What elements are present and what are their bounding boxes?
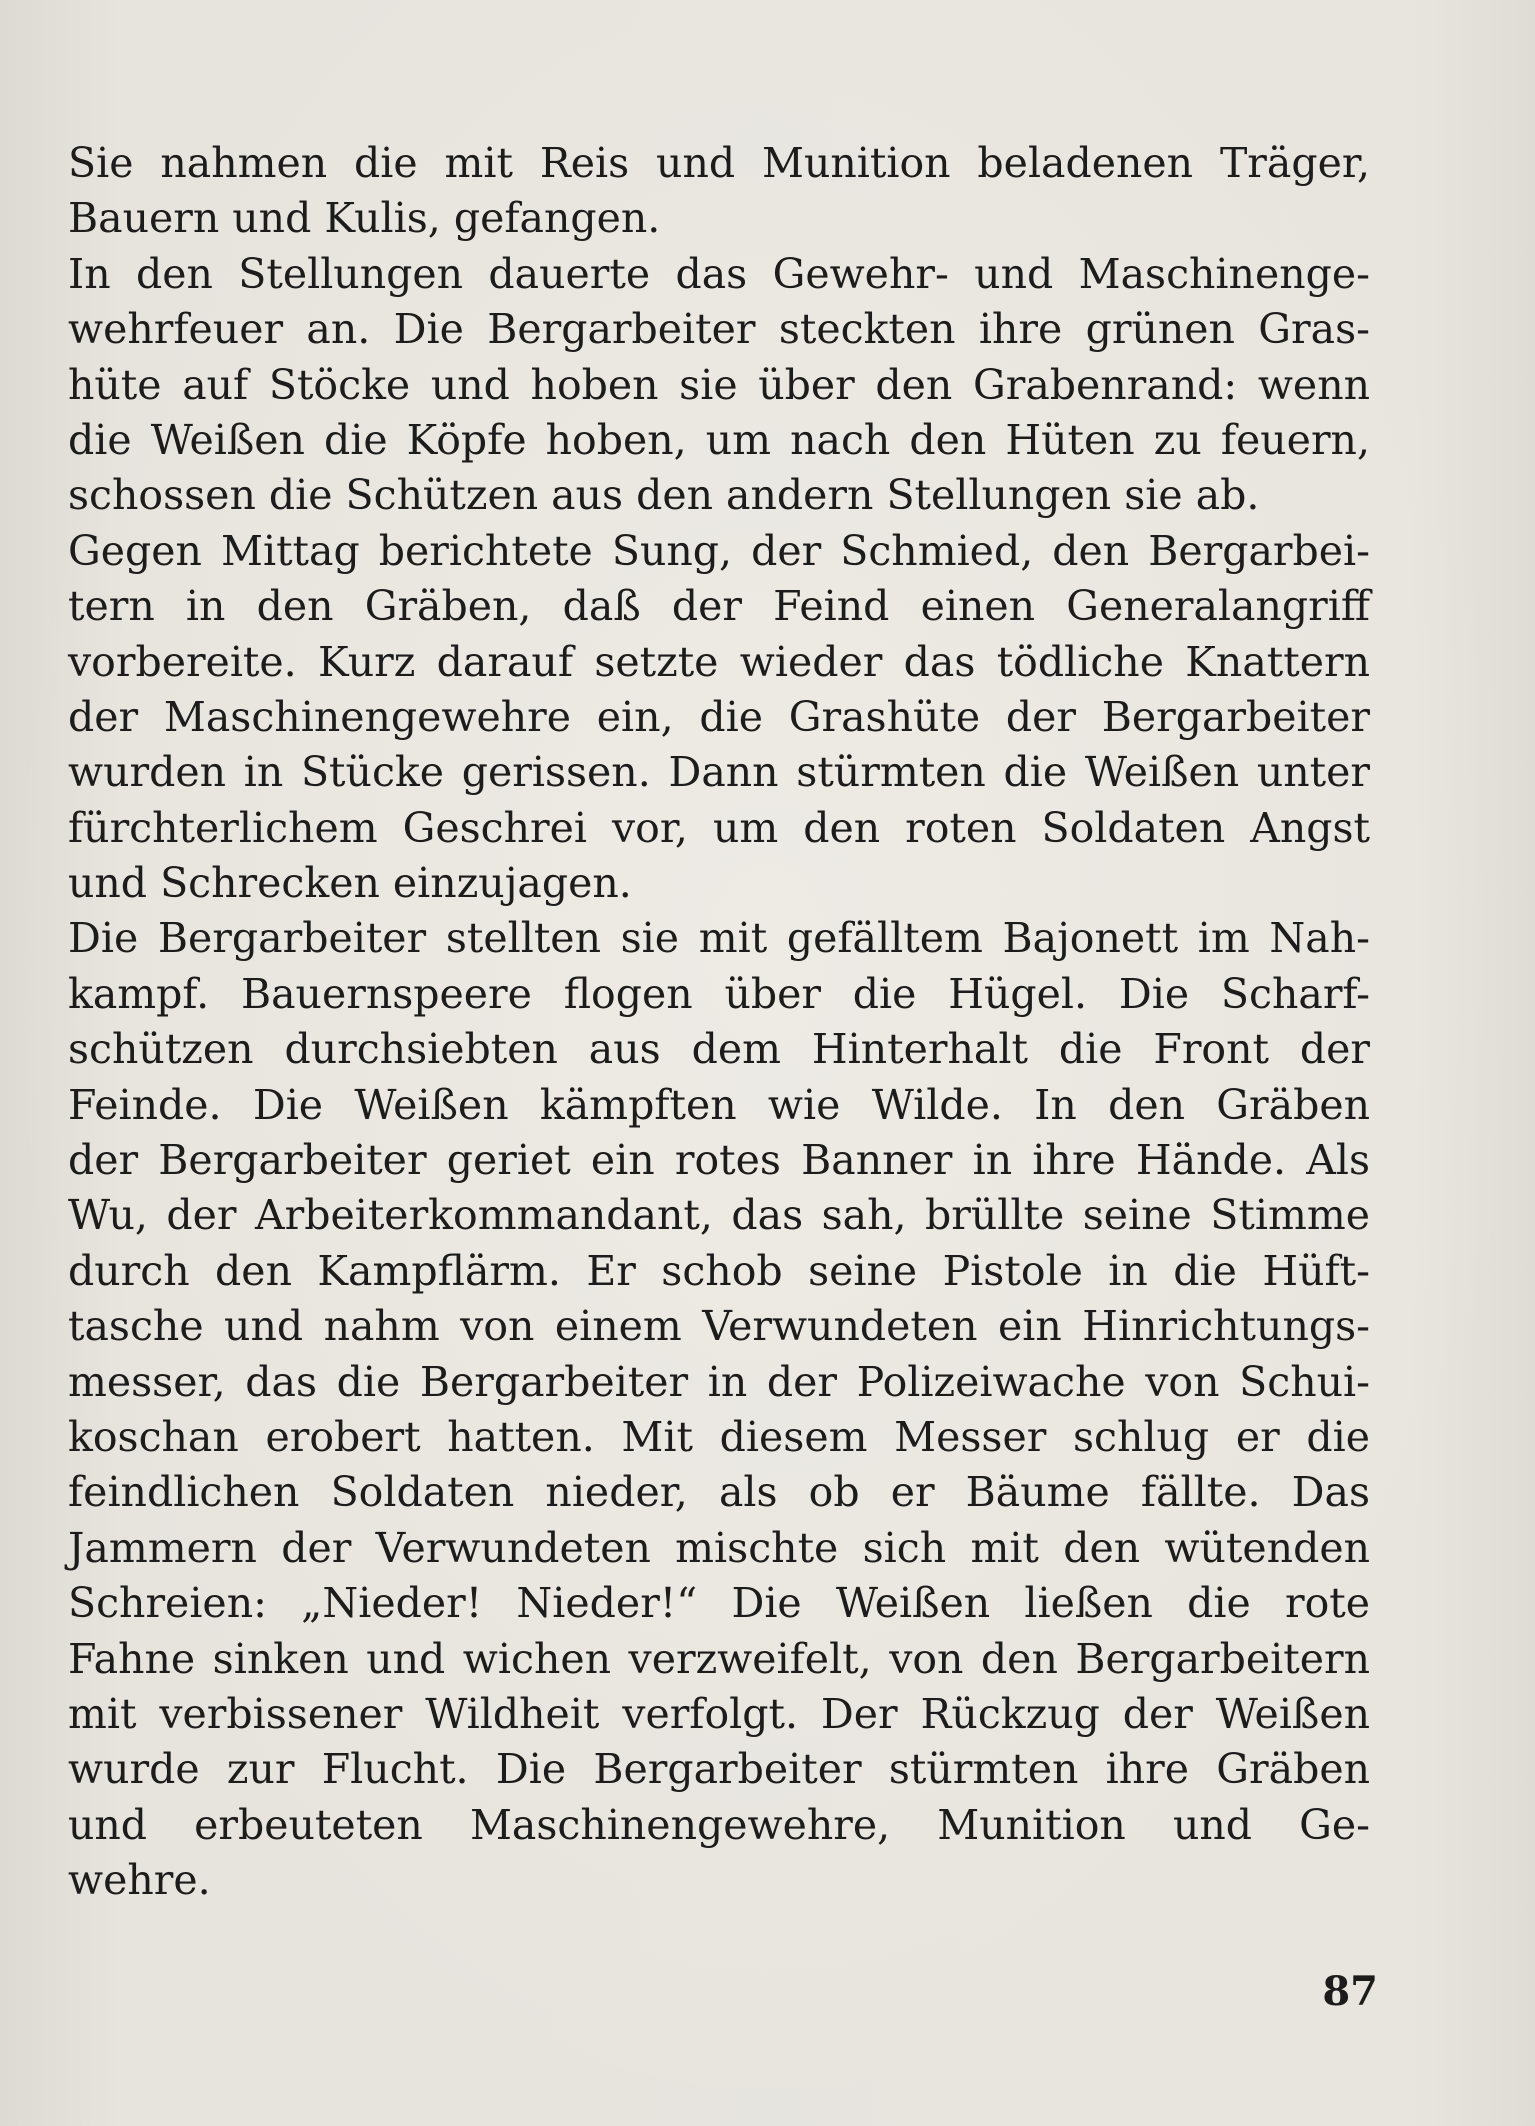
text-line: der Maschinengewehre ein, die Grashüte der Bergarbeiter bbox=[68, 692, 1370, 741]
text-line: tern in den Gräben, daß der Feind einen Generalangriff bbox=[68, 582, 1370, 631]
paragraph-2 bbox=[68, 247, 1370, 524]
text-line: Die Bergarbeiter stellten sie mit gefälltem Bajonett im Nah- bbox=[68, 914, 1370, 963]
page-number: 87 bbox=[1322, 1968, 1378, 2015]
text-line: kampf. Bauernspeere flogen über die Hügel. Die Scharf- bbox=[68, 969, 1370, 1018]
text-line: Gegen Mittag berichtete Sung, der Schmied, den Bergarbei- bbox=[68, 526, 1370, 575]
text-line: fürchterlichem Geschrei vor, um den roten Soldaten Angst bbox=[68, 803, 1370, 852]
paragraph-4 bbox=[68, 911, 1370, 1908]
paragraph-3 bbox=[68, 524, 1370, 912]
text-line: Fahne sinken und wichen verzweifelt, von den Bergarbeitern bbox=[68, 1634, 1370, 1683]
text-line: vorbereite. Kurz darauf setzte wieder das tödliche Knattern bbox=[68, 637, 1370, 686]
text-line: Sie nahmen die mit Reis und Munition beladenen Träger, bbox=[68, 139, 1370, 187]
text-line: Jammern der Verwundeten mischte sich mit den wütenden bbox=[68, 1523, 1370, 1572]
text-line: In den Stellungen dauerte das Gewehr- und Maschinenge- bbox=[68, 249, 1370, 298]
text-line: tasche und nahm von einem Verwundeten ein Hinrichtungs- bbox=[68, 1302, 1370, 1351]
text-line: wehrfeuer an. Die Bergarbeiter steckten ihre grünen Gras- bbox=[68, 305, 1370, 354]
text-line: Schreien: „Nieder! Nieder!“ Die Weißen ließen die rote bbox=[68, 1579, 1370, 1628]
text-line: mit verbissener Wildheit verfolgt. Der Rückzug der Weißen bbox=[68, 1689, 1370, 1738]
text-line: wurden in Stücke gerissen. Dann stürmten die Weißen unter bbox=[68, 748, 1370, 797]
text-line: wehre. bbox=[68, 1856, 211, 1905]
text-line: und erbeuteten Maschinengewehre, Munition und Ge- bbox=[68, 1800, 1370, 1849]
text-line: Feinde. Die Weißen kämpften wie Wilde. In den Gräben bbox=[68, 1080, 1370, 1129]
body-text bbox=[68, 136, 1370, 1909]
text-line: der Bergarbeiter geriet ein rotes Banner in ihre Hände. Als bbox=[68, 1136, 1370, 1185]
text-line: feindlichen Soldaten nieder, als ob er Bäume fällte. Das bbox=[68, 1468, 1370, 1517]
text-line: wurde zur Flucht. Die Bergarbeiter stürmten ihre Gräben bbox=[68, 1745, 1370, 1794]
text-line: Bauern und Kulis, gefangen. bbox=[68, 194, 661, 243]
paragraph-1 bbox=[68, 136, 1370, 247]
text-line: koschan erobert hatten. Mit diesem Messer schlug er die bbox=[68, 1412, 1370, 1461]
text-line: hüte auf Stöcke und hoben sie über den Grabenrand: wenn bbox=[68, 360, 1370, 409]
text-line: messer, das die Bergarbeiter in der Polizeiwache von Schui- bbox=[68, 1357, 1370, 1406]
text-line: schützen durchsiebten aus dem Hinterhalt die Front der bbox=[68, 1025, 1370, 1074]
text-line: die Weißen die Köpfe hoben, um nach den Hüten zu feuern, bbox=[68, 415, 1370, 464]
text-line: und Schrecken einzujagen. bbox=[68, 859, 632, 908]
text-line: Wu, der Arbeiterkommandant, das sah, brüllte seine Stimme bbox=[68, 1191, 1370, 1240]
text-line: schossen die Schützen aus den andern Stellungen sie ab. bbox=[68, 471, 1260, 520]
text-line: durch den Kampflärm. Er schob seine Pistole in die Hüft- bbox=[68, 1246, 1370, 1295]
